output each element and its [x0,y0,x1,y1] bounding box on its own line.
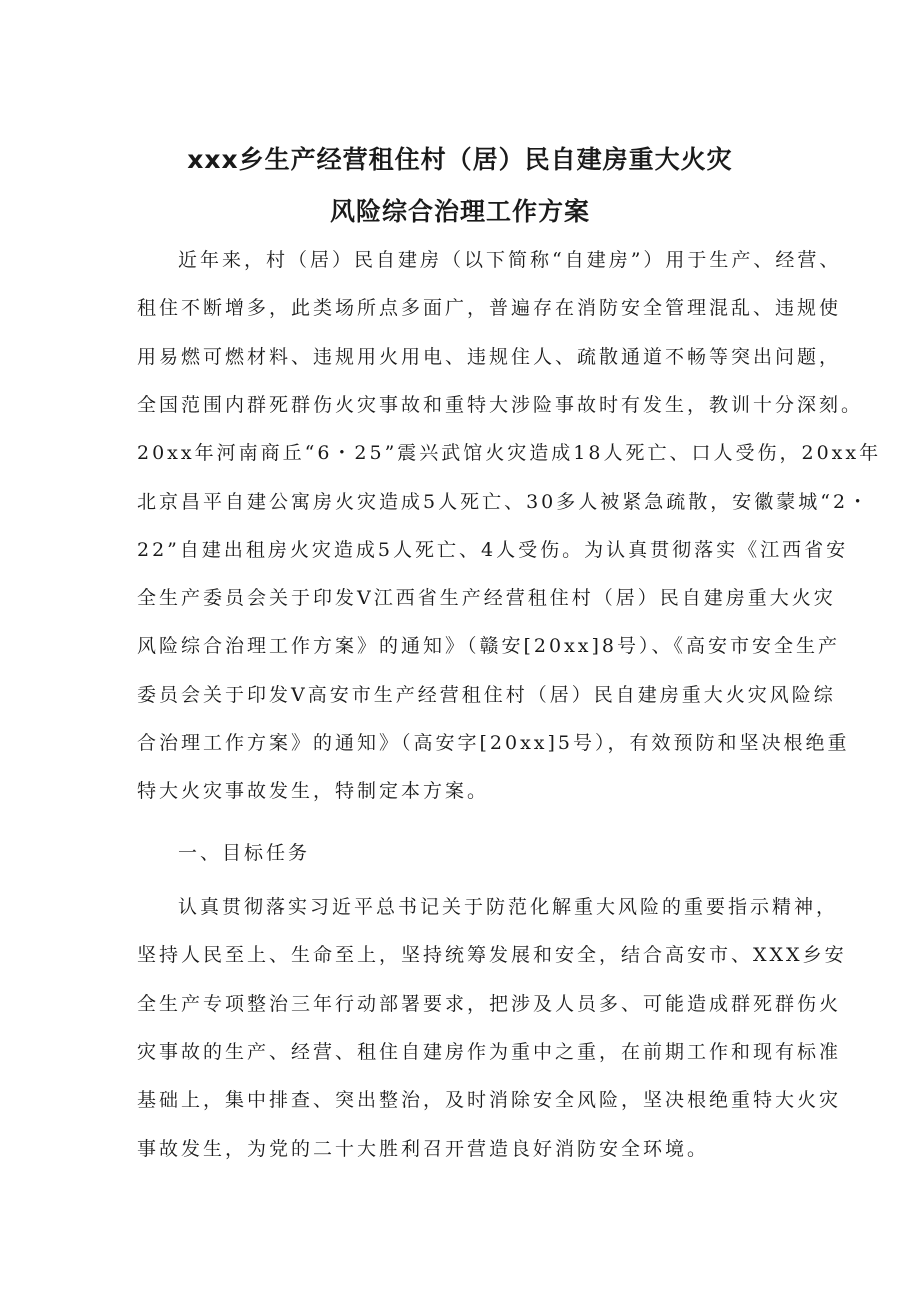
document-title-line-1: xxx乡生产经营租住村（居）民自建房重大火灾 [187,145,733,174]
intro-paragraph-line: 北京昌平自建公寓房火灾造成5人死亡、30多人被紧急疏散，安徽蒙城“2・ [137,491,871,513]
section-paragraph-line: 事故发生，为党的二十大胜利召开营造良好消防安全环境。 [137,1138,710,1160]
section-paragraph-line: 认真贯彻落实习近平总书记关于防范化解重大风险的重要指示精神， [178,896,839,918]
intro-paragraph-line: 特大火灾事故发生，特制定本方案。 [137,780,490,802]
section-paragraph-line: 基础上，集中排查、突出整治，及时消除安全风险，坚决根绝重特大火灾 [137,1089,842,1111]
section-paragraph-line: 灾事故的生产、经营、租住自建房作为重中之重，在前期工作和现有标准 [137,1041,842,1063]
document-title-line-2: 风险综合治理工作方案 [329,197,590,226]
intro-paragraph-line: 近年来，村（居）民自建房（以下简称“自建房”）用于生产、经营、 [178,249,842,271]
intro-paragraph-line: 租住不断增多，此类场所点多面广，普遍存在消防安全管理混乱、违规使 [137,297,842,319]
intro-paragraph-line: 风险综合治理工作方案》的通知》（赣安[20xx]8号）、《高安市安全生产 [137,635,841,657]
intro-paragraph-line: 全国范围内群死群伤火灾事故和重特大涉险事故时有发生，教训十分深刻。 [137,394,864,416]
section-paragraph-line: 坚持人民至上、生命至上，坚持统筹发展和安全，结合高安市、XXX乡安 [137,944,847,966]
intro-paragraph-line: 全生产委员会关于印发V江西省生产经营租住村（居）民自建房重大火灾 [137,587,836,609]
section-heading: 一、目标任务 [178,842,311,864]
intro-paragraph-line: 22”自建出租房火灾造成5人死亡、4人受伤。为认真贯彻落实《江西省安 [137,539,849,561]
intro-paragraph-line: 20xx年河南商丘“6・25”震兴武馆火灾造成18人死亡、口人受伤，20xx年 [137,442,882,464]
section-paragraph-line: 全生产专项整治三年行动部署要求，把涉及人员多、可能造成群死群伤火 [137,993,842,1015]
intro-paragraph-line: 用易燃可燃材料、违规用火用电、违规住人、疏散通道不畅等突出问题， [137,346,842,368]
intro-paragraph-line: 合治理工作方案》的通知》（高安字[20xx]5号），有效预防和坚决根绝重 [137,732,850,754]
intro-paragraph-line: 委员会关于印发V高安市生产经营租住村（居）民自建房重大火灾风险综 [137,684,836,706]
